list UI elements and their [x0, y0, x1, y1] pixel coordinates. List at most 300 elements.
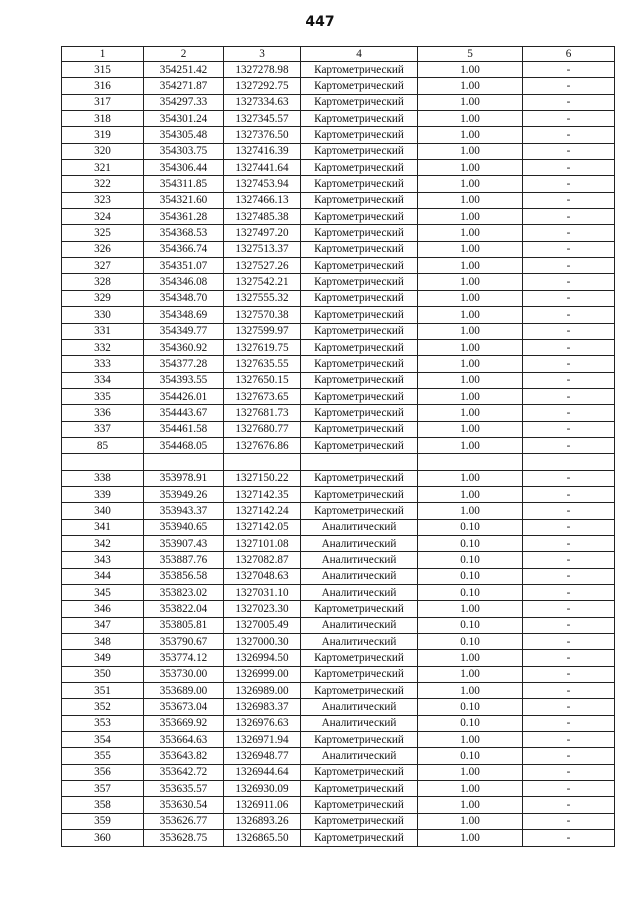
x-coordinate-cell: 354349.77: [144, 323, 224, 339]
method-cell: Аналитический: [301, 568, 418, 584]
table-row: [62, 421, 615, 437]
table-row: [62, 241, 615, 257]
y-coordinate-cell: 1326930.09: [224, 781, 301, 797]
y-coordinate-cell: 1326999.00: [224, 666, 301, 682]
table-body: [62, 62, 615, 847]
point-number-cell: 325: [62, 225, 144, 241]
x-coordinate-cell: 354360.92: [144, 339, 224, 355]
x-coordinate-cell: 353978.91: [144, 470, 224, 486]
x-coordinate-cell: 353790.67: [144, 634, 224, 650]
point-number-cell: 337: [62, 421, 144, 437]
x-coordinate-cell: 354468.05: [144, 437, 224, 453]
y-coordinate-cell: 1327555.32: [224, 290, 301, 306]
accuracy-cell: 1.00: [418, 781, 523, 797]
accuracy-cell: 1.00: [418, 339, 523, 355]
point-number-cell: 350: [62, 666, 144, 682]
x-coordinate-cell: [144, 454, 224, 470]
y-coordinate-cell: 1326865.50: [224, 830, 301, 846]
note-cell: -: [523, 699, 615, 715]
x-coordinate-cell: 353630.54: [144, 797, 224, 813]
x-coordinate-cell: 353949.26: [144, 486, 224, 502]
x-coordinate-cell: 353626.77: [144, 813, 224, 829]
point-number-cell: 317: [62, 94, 144, 110]
point-number-cell: 320: [62, 143, 144, 159]
table-row: [62, 732, 615, 748]
method-cell: Аналитический: [301, 552, 418, 568]
accuracy-cell: 0.10: [418, 519, 523, 535]
table-row: [62, 274, 615, 290]
column-header: 2: [144, 47, 224, 62]
method-cell: Картометрический: [301, 339, 418, 355]
x-coordinate-cell: 353940.65: [144, 519, 224, 535]
y-coordinate-cell: 1327278.98: [224, 62, 301, 78]
note-cell: -: [523, 568, 615, 584]
accuracy-cell: 1.00: [418, 437, 523, 453]
y-coordinate-cell: 1327292.75: [224, 78, 301, 94]
method-cell: Картометрический: [301, 209, 418, 225]
method-cell: Картометрический: [301, 503, 418, 519]
method-cell: Картометрический: [301, 241, 418, 257]
method-cell: Аналитический: [301, 585, 418, 601]
x-coordinate-cell: 353643.82: [144, 748, 224, 764]
y-coordinate-cell: 1327485.38: [224, 209, 301, 225]
x-coordinate-cell: 354251.42: [144, 62, 224, 78]
point-number-cell: 345: [62, 585, 144, 601]
table-row: [62, 781, 615, 797]
method-cell: Картометрический: [301, 323, 418, 339]
point-number-cell: 354: [62, 732, 144, 748]
y-coordinate-cell: 1327466.13: [224, 192, 301, 208]
y-coordinate-cell: 1326893.26: [224, 813, 301, 829]
accuracy-cell: 1.00: [418, 486, 523, 502]
accuracy-cell: 1.00: [418, 356, 523, 372]
table-row: [62, 617, 615, 633]
x-coordinate-cell: 353805.81: [144, 617, 224, 633]
y-coordinate-cell: [224, 454, 301, 470]
point-number-cell: 336: [62, 405, 144, 421]
note-cell: -: [523, 290, 615, 306]
y-coordinate-cell: 1327082.87: [224, 552, 301, 568]
table-row: [62, 454, 615, 470]
table-row: [62, 764, 615, 780]
method-cell: Картометрический: [301, 127, 418, 143]
point-number-cell: 347: [62, 617, 144, 633]
x-coordinate-cell: 354303.75: [144, 143, 224, 159]
method-cell: [301, 454, 418, 470]
y-coordinate-cell: 1327513.37: [224, 241, 301, 257]
point-number-cell: 348: [62, 634, 144, 650]
x-coordinate-cell: 354321.60: [144, 192, 224, 208]
x-coordinate-cell: 353774.12: [144, 650, 224, 666]
point-number-cell: 358: [62, 797, 144, 813]
header-row: [62, 47, 615, 62]
table-header: [62, 47, 615, 62]
point-number-cell: 343: [62, 552, 144, 568]
table-row: [62, 209, 615, 225]
method-cell: Аналитический: [301, 519, 418, 535]
point-number-cell: 327: [62, 258, 144, 274]
note-cell: -: [523, 634, 615, 650]
note-cell: -: [523, 258, 615, 274]
table-row: [62, 388, 615, 404]
method-cell: Картометрический: [301, 421, 418, 437]
method-cell: Картометрический: [301, 225, 418, 241]
x-coordinate-cell: 354271.87: [144, 78, 224, 94]
y-coordinate-cell: 1327150.22: [224, 470, 301, 486]
accuracy-cell: 1.00: [418, 274, 523, 290]
note-cell: -: [523, 143, 615, 159]
method-cell: Аналитический: [301, 748, 418, 764]
accuracy-cell: 0.10: [418, 568, 523, 584]
point-number-cell: 321: [62, 160, 144, 176]
table-row: [62, 94, 615, 110]
point-number-cell: 344: [62, 568, 144, 584]
y-coordinate-cell: 1327681.73: [224, 405, 301, 421]
table-row: [62, 176, 615, 192]
accuracy-cell: 1.00: [418, 470, 523, 486]
y-coordinate-cell: 1327599.97: [224, 323, 301, 339]
note-cell: [523, 454, 615, 470]
table-row: [62, 111, 615, 127]
point-number-cell: 341: [62, 519, 144, 535]
note-cell: -: [523, 519, 615, 535]
x-coordinate-cell: 354297.33: [144, 94, 224, 110]
column-header: 5: [418, 47, 523, 62]
point-number-cell: 351: [62, 683, 144, 699]
note-cell: -: [523, 797, 615, 813]
accuracy-cell: 1.00: [418, 258, 523, 274]
method-cell: Картометрический: [301, 797, 418, 813]
point-number-cell: 318: [62, 111, 144, 127]
point-number-cell: 338: [62, 470, 144, 486]
point-number-cell: 339: [62, 486, 144, 502]
y-coordinate-cell: 1327142.35: [224, 486, 301, 502]
point-number-cell: 340: [62, 503, 144, 519]
method-cell: Аналитический: [301, 715, 418, 731]
point-number-cell: 322: [62, 176, 144, 192]
y-coordinate-cell: 1326983.37: [224, 699, 301, 715]
x-coordinate-cell: 354346.08: [144, 274, 224, 290]
point-number-cell: 332: [62, 339, 144, 355]
accuracy-cell: 0.10: [418, 585, 523, 601]
point-number-cell: 335: [62, 388, 144, 404]
y-coordinate-cell: 1327376.50: [224, 127, 301, 143]
note-cell: -: [523, 732, 615, 748]
accuracy-cell: 0.10: [418, 634, 523, 650]
method-cell: Картометрический: [301, 78, 418, 94]
x-coordinate-cell: 354348.69: [144, 307, 224, 323]
accuracy-cell: 1.00: [418, 143, 523, 159]
coordinates-table: [61, 46, 615, 847]
accuracy-cell: 1.00: [418, 94, 523, 110]
x-coordinate-cell: 353642.72: [144, 764, 224, 780]
accuracy-cell: 1.00: [418, 307, 523, 323]
method-cell: Картометрический: [301, 764, 418, 780]
y-coordinate-cell: 1326944.64: [224, 764, 301, 780]
accuracy-cell: 1.00: [418, 683, 523, 699]
point-number-cell: 328: [62, 274, 144, 290]
accuracy-cell: 1.00: [418, 62, 523, 78]
table-row: [62, 519, 615, 535]
point-number-cell: 324: [62, 209, 144, 225]
method-cell: Картометрический: [301, 307, 418, 323]
accuracy-cell: 1.00: [418, 192, 523, 208]
accuracy-cell: 1.00: [418, 405, 523, 421]
table-row: [62, 486, 615, 502]
y-coordinate-cell: 1327497.20: [224, 225, 301, 241]
method-cell: Картометрический: [301, 666, 418, 682]
table-row: [62, 683, 615, 699]
note-cell: -: [523, 307, 615, 323]
y-coordinate-cell: 1326971.94: [224, 732, 301, 748]
y-coordinate-cell: 1327101.08: [224, 535, 301, 551]
method-cell: Картометрический: [301, 356, 418, 372]
y-coordinate-cell: 1327527.26: [224, 258, 301, 274]
y-coordinate-cell: 1327570.38: [224, 307, 301, 323]
table-row: [62, 503, 615, 519]
accuracy-cell: 1.00: [418, 241, 523, 257]
table-row: [62, 470, 615, 486]
accuracy-cell: 1.00: [418, 830, 523, 846]
x-coordinate-cell: 353628.75: [144, 830, 224, 846]
method-cell: Картометрический: [301, 160, 418, 176]
note-cell: -: [523, 421, 615, 437]
point-number-cell: 360: [62, 830, 144, 846]
note-cell: -: [523, 160, 615, 176]
note-cell: -: [523, 470, 615, 486]
table-row: [62, 405, 615, 421]
note-cell: -: [523, 388, 615, 404]
method-cell: Картометрический: [301, 683, 418, 699]
accuracy-cell: 1.00: [418, 176, 523, 192]
accuracy-cell: 0.10: [418, 617, 523, 633]
table-row: [62, 535, 615, 551]
note-cell: -: [523, 503, 615, 519]
x-coordinate-cell: 353635.57: [144, 781, 224, 797]
y-coordinate-cell: 1326994.50: [224, 650, 301, 666]
y-coordinate-cell: 1327635.55: [224, 356, 301, 372]
y-coordinate-cell: 1327031.10: [224, 585, 301, 601]
y-coordinate-cell: 1326948.77: [224, 748, 301, 764]
note-cell: -: [523, 405, 615, 421]
note-cell: -: [523, 356, 615, 372]
x-coordinate-cell: 354305.48: [144, 127, 224, 143]
note-cell: -: [523, 241, 615, 257]
table-row: [62, 650, 615, 666]
y-coordinate-cell: 1327416.39: [224, 143, 301, 159]
point-number-cell: 342: [62, 535, 144, 551]
x-coordinate-cell: 353669.92: [144, 715, 224, 731]
note-cell: -: [523, 617, 615, 633]
note-cell: -: [523, 666, 615, 682]
y-coordinate-cell: 1327023.30: [224, 601, 301, 617]
x-coordinate-cell: 353822.04: [144, 601, 224, 617]
note-cell: -: [523, 535, 615, 551]
method-cell: Картометрический: [301, 290, 418, 306]
method-cell: Картометрический: [301, 143, 418, 159]
x-coordinate-cell: 354366.74: [144, 241, 224, 257]
table-row: [62, 143, 615, 159]
point-number-cell: 329: [62, 290, 144, 306]
table-row: [62, 258, 615, 274]
note-cell: -: [523, 781, 615, 797]
accuracy-cell: 0.10: [418, 699, 523, 715]
x-coordinate-cell: 354443.67: [144, 405, 224, 421]
accuracy-cell: 1.00: [418, 78, 523, 94]
table-row: [62, 585, 615, 601]
note-cell: -: [523, 715, 615, 731]
y-coordinate-cell: 1327453.94: [224, 176, 301, 192]
point-number-cell: 333: [62, 356, 144, 372]
point-number-cell: 319: [62, 127, 144, 143]
accuracy-cell: 0.10: [418, 535, 523, 551]
y-coordinate-cell: 1326976.63: [224, 715, 301, 731]
method-cell: Картометрический: [301, 732, 418, 748]
point-number-cell: 353: [62, 715, 144, 731]
x-coordinate-cell: 354461.58: [144, 421, 224, 437]
note-cell: -: [523, 176, 615, 192]
point-number-cell: 330: [62, 307, 144, 323]
method-cell: Картометрический: [301, 192, 418, 208]
accuracy-cell: 1.00: [418, 732, 523, 748]
note-cell: -: [523, 78, 615, 94]
y-coordinate-cell: 1327048.63: [224, 568, 301, 584]
table-row: [62, 62, 615, 78]
table-row: [62, 192, 615, 208]
method-cell: Картометрический: [301, 62, 418, 78]
table-row: [62, 323, 615, 339]
x-coordinate-cell: 354393.55: [144, 372, 224, 388]
note-cell: -: [523, 437, 615, 453]
note-cell: -: [523, 813, 615, 829]
accuracy-cell: 1.00: [418, 160, 523, 176]
y-coordinate-cell: 1327142.05: [224, 519, 301, 535]
method-cell: Картометрический: [301, 94, 418, 110]
point-number-cell: 356: [62, 764, 144, 780]
accuracy-cell: 1.00: [418, 797, 523, 813]
method-cell: Аналитический: [301, 535, 418, 551]
accuracy-cell: 1.00: [418, 127, 523, 143]
method-cell: Картометрический: [301, 372, 418, 388]
note-cell: -: [523, 764, 615, 780]
table-row: [62, 356, 615, 372]
y-coordinate-cell: 1327005.49: [224, 617, 301, 633]
y-coordinate-cell: 1327619.75: [224, 339, 301, 355]
method-cell: Картометрический: [301, 601, 418, 617]
point-number-cell: 331: [62, 323, 144, 339]
column-header: 6: [523, 47, 615, 62]
method-cell: Картометрический: [301, 274, 418, 290]
y-coordinate-cell: 1327680.77: [224, 421, 301, 437]
note-cell: -: [523, 274, 615, 290]
table-row: [62, 715, 615, 731]
accuracy-cell: 1.00: [418, 372, 523, 388]
x-coordinate-cell: 353887.76: [144, 552, 224, 568]
note-cell: -: [523, 683, 615, 699]
method-cell: Аналитический: [301, 617, 418, 633]
method-cell: Картометрический: [301, 176, 418, 192]
accuracy-cell: 1.00: [418, 601, 523, 617]
table-row: [62, 307, 615, 323]
column-header: 1: [62, 47, 144, 62]
y-coordinate-cell: 1327676.86: [224, 437, 301, 453]
y-coordinate-cell: 1326989.00: [224, 683, 301, 699]
point-number-cell: [62, 454, 144, 470]
note-cell: -: [523, 486, 615, 502]
x-coordinate-cell: 353673.04: [144, 699, 224, 715]
table-row: [62, 666, 615, 682]
note-cell: -: [523, 127, 615, 143]
accuracy-cell: 1.00: [418, 290, 523, 306]
point-number-cell: 85: [62, 437, 144, 453]
note-cell: -: [523, 111, 615, 127]
point-number-cell: 359: [62, 813, 144, 829]
note-cell: -: [523, 192, 615, 208]
y-coordinate-cell: 1327650.15: [224, 372, 301, 388]
accuracy-cell: 1.00: [418, 323, 523, 339]
x-coordinate-cell: 353689.00: [144, 683, 224, 699]
table-row: [62, 748, 615, 764]
accuracy-cell: 0.10: [418, 715, 523, 731]
method-cell: Картометрический: [301, 830, 418, 846]
method-cell: Картометрический: [301, 486, 418, 502]
method-cell: Картометрический: [301, 650, 418, 666]
accuracy-cell: 0.10: [418, 552, 523, 568]
column-header: 3: [224, 47, 301, 62]
table-row: [62, 127, 615, 143]
x-coordinate-cell: 353664.63: [144, 732, 224, 748]
table-row: [62, 830, 615, 846]
table-row: [62, 568, 615, 584]
note-cell: -: [523, 339, 615, 355]
table-row: [62, 552, 615, 568]
x-coordinate-cell: 354348.70: [144, 290, 224, 306]
x-coordinate-cell: 353856.58: [144, 568, 224, 584]
table-row: [62, 601, 615, 617]
point-number-cell: 349: [62, 650, 144, 666]
point-number-cell: 357: [62, 781, 144, 797]
accuracy-cell: 1.00: [418, 503, 523, 519]
x-coordinate-cell: 354351.07: [144, 258, 224, 274]
note-cell: -: [523, 209, 615, 225]
y-coordinate-cell: 1327334.63: [224, 94, 301, 110]
x-coordinate-cell: 354306.44: [144, 160, 224, 176]
table-row: [62, 160, 615, 176]
point-number-cell: 316: [62, 78, 144, 94]
x-coordinate-cell: 353943.37: [144, 503, 224, 519]
point-number-cell: 334: [62, 372, 144, 388]
note-cell: -: [523, 323, 615, 339]
method-cell: Картометрический: [301, 781, 418, 797]
method-cell: Картометрический: [301, 388, 418, 404]
column-header: 4: [301, 47, 418, 62]
note-cell: -: [523, 650, 615, 666]
point-number-cell: 352: [62, 699, 144, 715]
x-coordinate-cell: 354368.53: [144, 225, 224, 241]
x-coordinate-cell: 353823.02: [144, 585, 224, 601]
y-coordinate-cell: 1327441.64: [224, 160, 301, 176]
table-row: [62, 797, 615, 813]
method-cell: Картометрический: [301, 813, 418, 829]
accuracy-cell: 1.00: [418, 388, 523, 404]
method-cell: Картометрический: [301, 470, 418, 486]
table-row: [62, 290, 615, 306]
point-number-cell: 346: [62, 601, 144, 617]
note-cell: -: [523, 830, 615, 846]
table-row: [62, 225, 615, 241]
note-cell: -: [523, 585, 615, 601]
table-row: [62, 813, 615, 829]
